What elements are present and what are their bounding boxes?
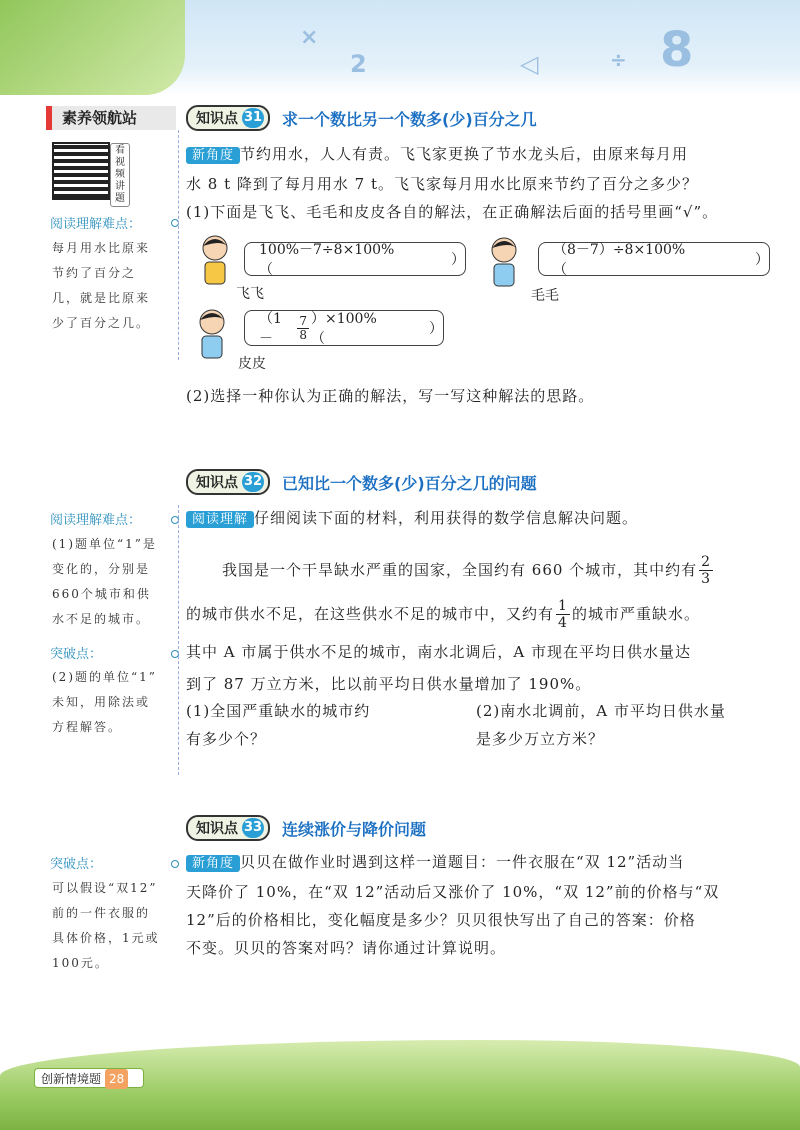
- knowledge-point-title: 求一个数比另一个数多(少)百分之几: [282, 109, 537, 129]
- math-symbol-decoration: ×: [300, 25, 319, 50]
- sidebar-note-heading: 突破点：: [50, 647, 103, 662]
- child-avatar-icon: [484, 234, 524, 289]
- sidebar-note-heading: 突破点：: [50, 857, 103, 872]
- student-name: 皮皮: [238, 356, 266, 372]
- math-symbol-decoration: ÷: [610, 48, 627, 72]
- leaf-decoration: [0, 0, 185, 95]
- knowledge-point-tag: 知识点 31: [186, 105, 270, 131]
- knowledge-point-header: [186, 816, 426, 840]
- sub-question: (2)南水北调前，A 市平均日供水量 是多少万立方米？: [476, 702, 726, 748]
- knowledge-point-tag: 知识点 33: [186, 815, 270, 841]
- fraction: $\frac{2}{3}$: [701, 553, 712, 587]
- problem-intro: 阅读理解 仔细阅读下面的材料，利用获得的数学信息解决问题。: [186, 504, 776, 534]
- problem-text: 新角度 节约用水，人人有责。飞飞家更换了节水龙头后，由原来每月用 水 8 t 降到了每月用水 7 t。飞飞家每月用水比原来节约了百分之多少？ (1)下面是飞飞、毛毛和皮皮各自的解法，在正确解法后面的括号里画“√”。: [186, 145, 719, 221]
- triangle-icon: ◁: [520, 50, 539, 78]
- sidebar-note: (2)题的单位“1” 未知，用除法或 方程解答。: [52, 670, 157, 734]
- question-text: (2)选择一种你认为正确的解法，写一写这种解法的思路。: [186, 387, 595, 405]
- digit-decoration: 8: [660, 22, 694, 78]
- knowledge-point-header: [186, 470, 537, 494]
- sidebar-divider: [178, 130, 179, 360]
- footer-label: 创新情境题 28: [34, 1068, 144, 1088]
- knowledge-point-number: 31: [242, 108, 264, 128]
- student-name: 毛毛: [531, 288, 559, 304]
- feifei-solution-bubble: 100%－7÷8×100%（ ）: [244, 242, 466, 276]
- knowledge-point-title: 已知比一个数多(少)百分之几的问题: [282, 473, 537, 493]
- child-avatar-icon: [192, 306, 232, 361]
- sidebar-note: 可以假设“双12” 前的一件衣服的 具体价格，1元或 100元。: [52, 881, 160, 970]
- reading-material: 我国是一个干旱缺水严重的国家，全国约有 660 个城市，其中约有 $\frac{2}{3}$ 的城市供水不足，在这些供水不足的城市中，又约有 $\frac{1}{4}$ 的城市严重缺水。 其中 A 市属于供水不足的城市，南水北调后，A 市现在平均日供水量达 到了 87 万立方米，比以前平均日供水量增加了 190%。: [186, 553, 712, 693]
- pipi-solution-bubble: （1－ $\frac{7}{8}$ ）×100%（ ）: [244, 310, 444, 346]
- problem-text: 新角度 贝贝在做作业时遇到这样一道题目：一件衣服在“双 12”活动当 天降价了 10%，在“双 12”活动后又涨价了 10%，“双 12”前的价格与“双 12”后的价格相比，变化幅度是多少？贝贝很快写出了自己的答案：价格 不变。贝贝的答案对吗？请你通过计算说明。: [186, 853, 720, 957]
- knowledge-point-number: 33: [242, 818, 264, 838]
- sidebar-note: (1)题单位“1”是 变化的，分别是 660个城市和供 水不足的城市。: [52, 537, 157, 626]
- dot-icon: [171, 860, 179, 868]
- digit-decoration: 2: [350, 50, 367, 78]
- child-avatar-icon: [195, 232, 235, 287]
- sidebar-note-heading: 阅读理解难点：: [50, 513, 142, 528]
- new-angle-badge: 新角度: [186, 855, 240, 872]
- fraction: $\frac{7}{8}$: [299, 313, 308, 342]
- sidebar-note-heading: 阅读理解难点：: [50, 217, 142, 232]
- qr-code-icon[interactable]: [52, 142, 110, 200]
- sub-question: (1)全国严重缺水的城市约 有多少个？: [186, 702, 371, 748]
- reading-badge: 阅读理解: [186, 511, 254, 528]
- new-angle-badge: 新角度: [186, 147, 240, 164]
- sidebar-divider: [178, 505, 179, 775]
- sidebar-note: 每月用水比原来 节约了百分之 几，就是比原来 少了百分之几。: [52, 241, 151, 330]
- qr-video-label: 看视频讲题: [110, 143, 130, 207]
- knowledge-point-tag: 知识点 32: [186, 469, 270, 495]
- page-number: 28: [105, 1069, 128, 1089]
- fraction: $\frac{1}{4}$: [558, 597, 568, 631]
- knowledge-point-title: 连续涨价与降价问题: [282, 819, 427, 839]
- maomao-solution-bubble: （8－7）÷8×100%（ ）: [538, 242, 770, 276]
- knowledge-point-number: 32: [242, 472, 264, 492]
- sidebar-title: 素养领航站: [46, 106, 176, 130]
- student-name: 飞飞: [236, 286, 264, 302]
- knowledge-point-header: [186, 106, 537, 130]
